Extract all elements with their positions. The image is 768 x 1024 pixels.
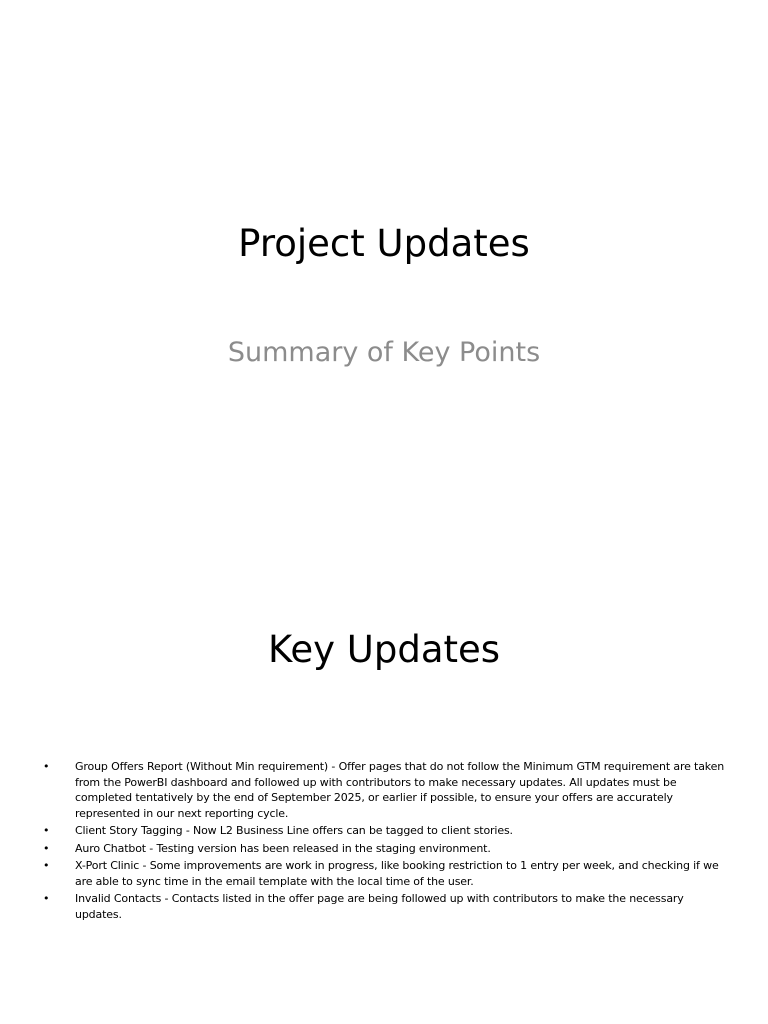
list-item xyxy=(43,891,727,922)
bullet-text: Auro Chatbot - Testing version has been released in the staging environment. xyxy=(75,841,491,855)
bullet-icon: • xyxy=(43,859,50,872)
bullet-text: Group Offers Report (Without Min requirement) - Offer pages that do not follow the Minimum GTM requirement are taken from the PowerBI dashboard and followed up with contributors to make necessary updates. All updates must be completed tentatively by the end of September 2025, or earlier if possible, to ensure your offers are accurately represented in our next reporting cycle. xyxy=(75,760,725,820)
slide-title: Project Updates xyxy=(238,222,530,265)
key-updates-slide xyxy=(0,512,768,1024)
list-item xyxy=(43,759,727,821)
list-item xyxy=(43,858,727,889)
list-item xyxy=(43,841,727,857)
slide-subtitle: Summary of Key Points xyxy=(227,337,541,368)
bullet-icon: • xyxy=(43,824,50,837)
bullet-list xyxy=(43,759,727,924)
bullet-icon: • xyxy=(43,892,50,905)
bullet-icon: • xyxy=(43,841,50,855)
bullet-text: X-Port Clinic - Some improvements are work in progress, like booking restriction to 1 entry per week, and checking if we are able to sync time in the email template with the local time of the user. xyxy=(75,859,719,888)
slide-title: Key Updates xyxy=(267,628,501,671)
bullet-text: Client Story Tagging - Now L2 Business Line offers can be tagged to client stories. xyxy=(75,824,513,837)
bullet-text: Invalid Contacts - Contacts listed in the offer page are being followed up with contributors to make the necessary updates. xyxy=(75,892,684,921)
bullet-icon: • xyxy=(43,760,50,773)
list-item xyxy=(43,823,727,839)
